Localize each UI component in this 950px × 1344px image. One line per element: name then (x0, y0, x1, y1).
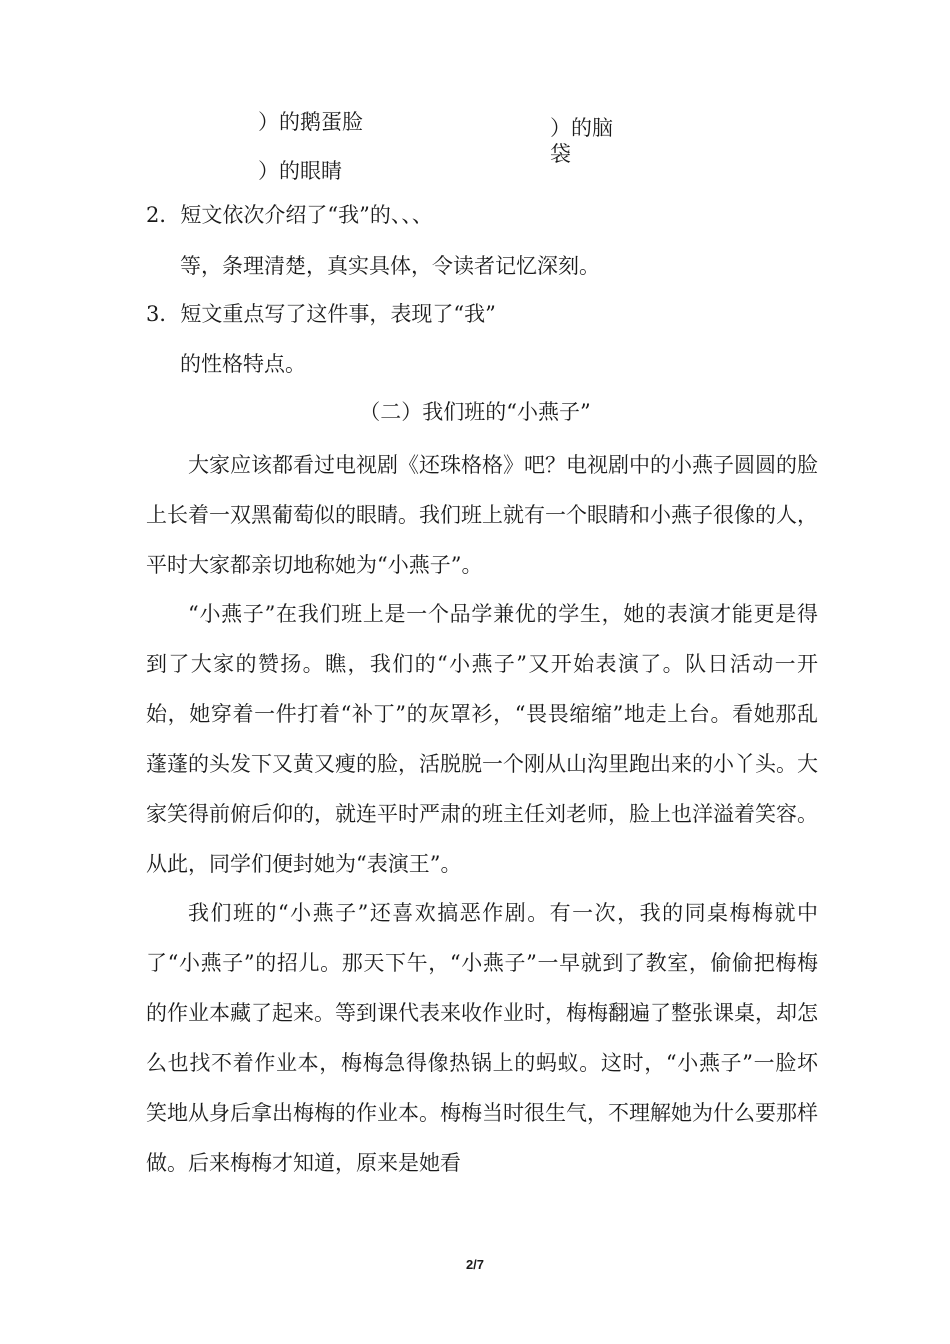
fill-egg-face: ）的鹅蛋脸 (258, 110, 363, 134)
page-number: 2/7 (465, 1257, 485, 1272)
fill-eyes: ）的眼睛 (258, 159, 342, 183)
paragraph-3: 我们班的“小燕子”还喜欢搞恶作剧。有一次，我的同桌梅梅就中了“小燕子”的招儿。那天下午，“小燕子”一早就到了教室，偷偷把梅梅的作业本藏了起来。等到课代表来收作业时，梅梅翻遍了整张课桌，却怎么也找不着作业本，梅梅急得像热锅上的蚂蚁。这时，“小燕子”一脸坏笑地从身后拿出梅梅的作业本。梅梅当时很生气，不理解她为什么要那样做。后来梅梅才知道，原来是她看 (146, 901, 818, 1175)
question-3-line2: 的性格特点。 (180, 352, 306, 376)
question-2-line1: 2．短文依次介绍了“我”的、、、 (146, 203, 433, 227)
paragraph-1: 大家应该都看过电视剧《还珠格格》吧？电视剧中的小燕子圆圆的脸上长着一双黑葡萄似的眼睛。我们班上就有一个眼睛和小燕子很像的人，平时大家都亲切地称她为“小燕子”。 (146, 453, 818, 577)
fill-head-line1: ）的脑 (550, 116, 613, 140)
fill-head-line2: 袋 (550, 142, 571, 166)
section-title: （二）我们班的“小燕子” (359, 400, 591, 424)
paragraph-2: “小燕子”在我们班上是一个品学兼优的学生，她的表演才能更是得到了大家的赞扬。瞧，我们的“小燕子”又开始表演了。队日活动一开始，她穿着一件打着“补丁”的灰罩衫，“畏畏缩缩”地走上台。看她那乱蓬蓬的头发下又黄又瘦的脸，活脱脱一个刚从山沟里跑出来的小丫头。大家笑得前俯后仰的，就连平时严肃的班主任刘老师，脸上也洋溢着笑容。从此，同学们便封她为“表演王”。 (146, 602, 818, 876)
question-3-line1: 3．短文重点写了这件事，表现了“我” (146, 302, 496, 326)
question-2-line2: 等，条理清楚，真实具体，令读者记忆深刻。 (180, 254, 600, 278)
